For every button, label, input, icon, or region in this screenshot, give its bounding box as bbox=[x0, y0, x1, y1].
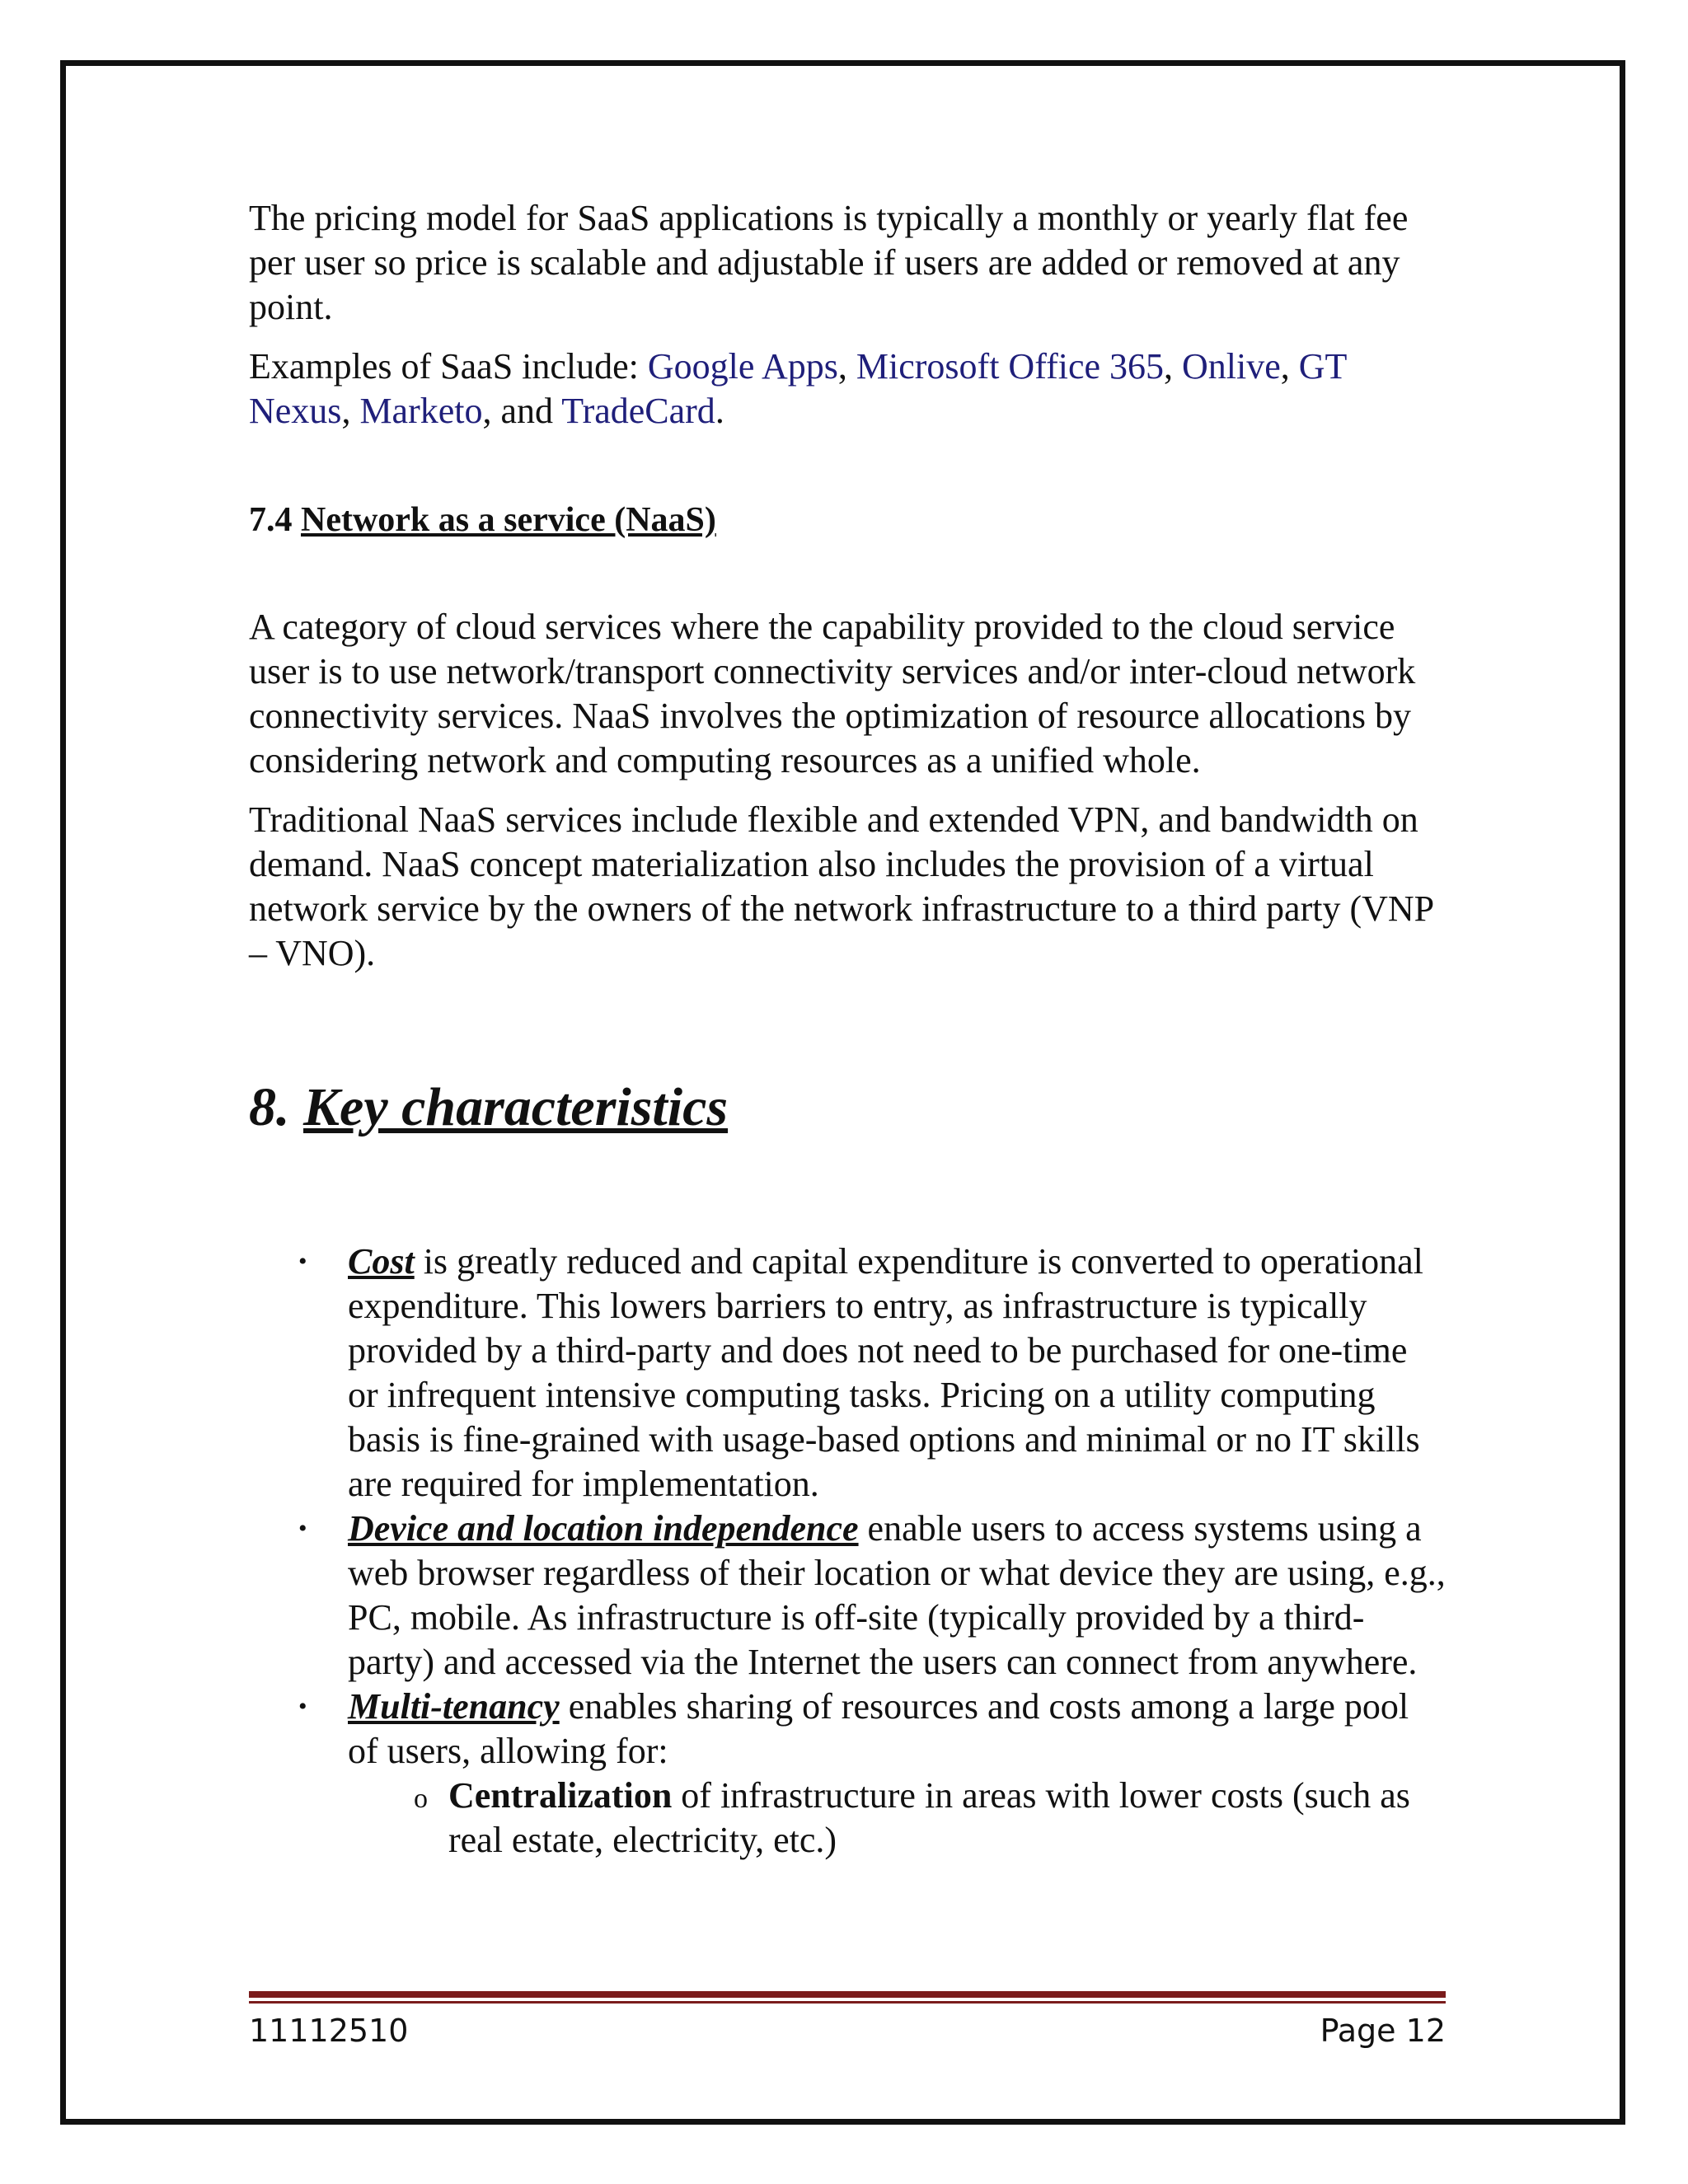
section-8-title: Key characteristics bbox=[303, 1077, 729, 1137]
link-google-apps[interactable]: Google Apps bbox=[647, 346, 838, 387]
term-device-location-independence: Device and location independence bbox=[348, 1508, 859, 1549]
sub-bullet-icon: o bbox=[414, 1783, 428, 1814]
cost-description: is greatly reduced and capital expenditure is converted to operational expenditure. This lowers barriers to entry, as infrastructure is typically provided by a third-party and does not need to be purchased for one-time or infrequent intensive computing tasks. Pricing on a utility computing basis is fine-grained with usage-based options and minimal or no IT skills are required for implementation. bbox=[348, 1241, 1423, 1504]
saas-pricing-paragraph: The pricing model for SaaS applications is typically a monthly or yearly flat fee per user so price is scalable and adjustable if users are added or removed at any point. bbox=[249, 198, 1409, 327]
section-8-number: 8. bbox=[249, 1077, 290, 1137]
device-location-description: enable users to access systems using a web browser regardless of their location or what device they are using, e.g., PC, mobile. As infrastructure is off-site (typically provided by a third-party) and accessed via the Internet the users can connect from anywhere. bbox=[348, 1508, 1446, 1682]
list-item-cost bbox=[249, 1240, 1446, 1507]
bullet-icon: • bbox=[298, 1248, 307, 1275]
centralization-description: of infrastructure in areas with lower costs (such as real estate, electricity, etc.) bbox=[448, 1775, 1410, 1860]
bullet-icon: • bbox=[298, 1515, 307, 1542]
multi-tenancy-description: enables sharing of resources and costs among a large pool of users, allowing for: bbox=[348, 1686, 1409, 1771]
key-characteristics-list bbox=[249, 1240, 1446, 1863]
examples-end: . bbox=[715, 391, 724, 431]
list-item-multi-tenancy bbox=[249, 1685, 1446, 1863]
section-7-4-title: Network as a service (NaaS) bbox=[301, 501, 716, 539]
naas-paragraph-1: A category of cloud services where the capability provided to the cloud service user is to use network/transport connectivity services and/or inter-cloud network connectivity services. NaaS involves the optimization of resource allocations by considering network and computing resources as a unified whole. bbox=[249, 607, 1416, 780]
section-7-4-heading bbox=[249, 498, 1446, 542]
list-item-device-location bbox=[249, 1507, 1446, 1685]
saas-examples-prefix: Examples of SaaS include: bbox=[249, 346, 648, 387]
term-centralization: Centralization bbox=[448, 1775, 673, 1816]
examples-last-joiner: , and bbox=[482, 391, 562, 431]
section-8-heading bbox=[249, 1075, 1446, 1141]
term-multi-tenancy: Multi-tenancy bbox=[348, 1686, 560, 1727]
link-microsoft-office-365[interactable]: Microsoft Office 365 bbox=[856, 346, 1165, 387]
term-cost: Cost bbox=[348, 1241, 415, 1282]
section-7-4-number: 7.4 bbox=[249, 501, 293, 539]
naas-paragraph-2: Traditional NaaS services include flexible and extended VPN, and bandwidth on demand. NaaS concept materialization also includes the provision of a virtual network service by the owners of the network infrastructure to a third party (VNP – VNO). bbox=[249, 799, 1433, 973]
bullet-icon: • bbox=[298, 1693, 307, 1720]
sub-item-centralization bbox=[348, 1774, 1446, 1863]
link-onlive[interactable]: Onlive bbox=[1182, 346, 1281, 387]
footer-rule-thin bbox=[249, 2001, 1446, 2004]
page-content bbox=[249, 196, 1446, 1863]
footer-document-id: 11112510 bbox=[249, 2013, 409, 2049]
footer-page-number: Page 12 bbox=[1320, 2013, 1446, 2049]
link-gt-nexus[interactable]: GT Nexus bbox=[249, 346, 1347, 431]
link-marketo[interactable]: Marketo bbox=[359, 391, 483, 431]
footer-rule-thick bbox=[249, 1991, 1446, 1998]
link-tradecard[interactable]: TradeCard bbox=[561, 391, 715, 431]
saas-examples-paragraph: Examples of SaaS include: Google Apps, Microsoft Office 365, Onlive, GT Nexus, Marketo, and TradeCard. bbox=[249, 346, 1347, 431]
multi-tenancy-sublist bbox=[348, 1774, 1446, 1863]
